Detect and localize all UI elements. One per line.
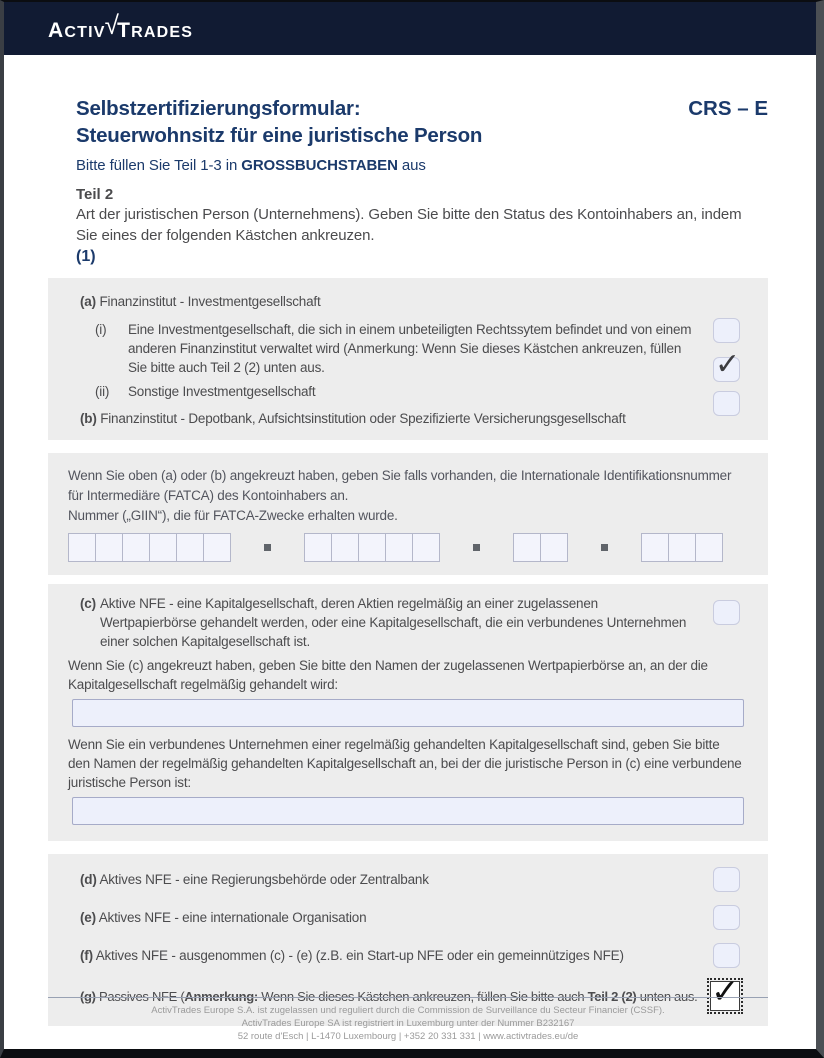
option-f-label: (f) bbox=[80, 947, 93, 963]
option-b-label: (b) bbox=[80, 411, 97, 426]
title-row bbox=[76, 95, 768, 149]
giin-cell[interactable] bbox=[304, 533, 332, 562]
option-b-row bbox=[80, 409, 692, 428]
footer-line-2: ActivTrades Europe SA ist registriert in Luxemburg unter der Nummer B232167 bbox=[241, 1018, 575, 1029]
option-g-row: (g) Passives NFE (Anmerkung: Wenn Sie dieses Kästchen ankreuzen, füllen Sie bitte auch Teil 2 (2) unten aus. ✓ bbox=[80, 973, 740, 1011]
option-a-i-label: (i) bbox=[95, 322, 107, 337]
part-heading: Teil 2 bbox=[76, 186, 114, 203]
form-content bbox=[4, 95, 816, 1026]
option-e-text: Aktives NFE - eine internationale Organisation bbox=[98, 909, 367, 925]
option-a-ii-text: Sonstige Investmentgesellschaft bbox=[128, 384, 316, 399]
option-e-label: (e) bbox=[80, 909, 96, 925]
giin-cell[interactable] bbox=[122, 533, 150, 562]
giin-group bbox=[304, 533, 440, 562]
giin-separator-dot bbox=[601, 544, 608, 551]
option-c-label: (c) bbox=[80, 596, 96, 611]
checkbox-c[interactable] bbox=[713, 600, 740, 625]
option-c-row bbox=[80, 594, 744, 651]
giin-cell[interactable] bbox=[695, 533, 723, 562]
option-a-i-row bbox=[95, 320, 692, 377]
checkbox-a-ii[interactable] bbox=[713, 348, 740, 382]
option-b-text: Finanzinstitut - Depotbank, Aufsichtsinstitution oder Spezifizierte Versicherungsgesellschaft bbox=[100, 411, 626, 426]
option-e-row bbox=[80, 898, 740, 936]
option-a-ii-label: (ii) bbox=[95, 384, 110, 399]
giin-cell[interactable] bbox=[641, 533, 669, 562]
form-code: CRS – E bbox=[688, 97, 768, 120]
part-description: Art der juristischen Person (Unternehmens). Geben Sie bitte den Status des Kontoinhabers an, indem Sie eines der folgenden Kästchen ankreuzen. bbox=[76, 206, 742, 244]
checkmark-icon: ✓ bbox=[715, 348, 740, 381]
giin-input-row bbox=[68, 533, 744, 562]
giin-cell[interactable] bbox=[668, 533, 696, 562]
option-a-text: Finanzinstitut - Investmentgesellschaft bbox=[99, 294, 321, 309]
checkbox-b[interactable] bbox=[713, 391, 740, 416]
footer-divider bbox=[48, 997, 768, 998]
checkbox-d[interactable] bbox=[713, 867, 740, 892]
checkmark-icon: ✓ bbox=[711, 973, 740, 1011]
section-giin bbox=[48, 453, 768, 575]
option-a-i-text: Eine Investmentgesellschaft, die sich in einem unbeteiligten Rechtssytem befindet und von einem anderen Finanzinstitut verwaltet wird (Anmerkung: Wenn Sie dieses Kästchen ankreuzen, füllen Sie bitte auch Teil 2 (2) unten aus. bbox=[128, 322, 692, 375]
giin-cell[interactable] bbox=[68, 533, 96, 562]
giin-group bbox=[513, 533, 568, 562]
giin-cell[interactable] bbox=[412, 533, 440, 562]
related-entity-prompt: Wenn Sie ein verbundenes Unternehmen einer regelmäßig gehandelten Kapitalgesellschaft sind, geben Sie bitte den Namen der regelmäßig gehandelten Kapitalgesellschaft an, bei der die juristische Person in (c) eine verbundene juristische Person ist: bbox=[68, 737, 742, 790]
option-c-text: Aktive NFE - eine Kapitalgesellschaft, deren Aktien regelmäßig an einer zugelassenen Wertpapierbörse gehandelt werden, oder eine Kapitalgesellschaft, die ein verbundenes Unternehmen einer solchen Kapitalgesellschaft ist. bbox=[100, 596, 687, 649]
section-financial-institution bbox=[48, 278, 768, 440]
part-number: (1) bbox=[76, 248, 96, 265]
giin-separator-dot bbox=[264, 544, 271, 551]
footer-line-3: 52 route d'Esch | L-1470 Luxembourg | +352 20 331 331 | www.activtrades.eu/de bbox=[237, 1031, 579, 1042]
header-bar bbox=[4, 2, 816, 55]
option-d-text: Aktives NFE - eine Regierungsbehörde oder Zentralbank bbox=[99, 871, 429, 887]
giin-cell[interactable] bbox=[513, 533, 541, 562]
giin-cell[interactable] bbox=[385, 533, 413, 562]
exchange-name-prompt: Wenn Sie (c) angekreuzt haben, geben Sie bitte den Namen der zugelassenen Wertpapierbörse an, an der die Kapitalgesellschaft regelmäßig gehandelt wird: bbox=[68, 658, 708, 692]
page-footer bbox=[48, 997, 768, 1043]
giin-cell[interactable] bbox=[176, 533, 204, 562]
checkbox-e[interactable] bbox=[713, 905, 740, 930]
fill-instruction: Bitte füllen Sie Teil 1-3 in GROSSBUCHSTABEN aus bbox=[76, 157, 426, 174]
section-active-nfe-corporation bbox=[48, 584, 768, 841]
checkbox-a-i[interactable] bbox=[713, 318, 740, 343]
giin-cell[interactable] bbox=[203, 533, 231, 562]
form-page bbox=[4, 2, 816, 1049]
giin-cell[interactable] bbox=[95, 533, 123, 562]
logo-text: A bbox=[48, 19, 65, 42]
related-entity-input[interactable] bbox=[72, 797, 744, 825]
option-g-label: (g) bbox=[80, 988, 96, 1004]
page-title: Selbstzertifizierungsformular: Steuerwohnsitz für eine juristische Person bbox=[76, 97, 483, 147]
giin-cell[interactable] bbox=[331, 533, 359, 562]
option-f-row bbox=[80, 936, 740, 974]
giin-paragraph-2: Nummer („GIIN“), die für FATCA-Zwecke erhalten wurde. bbox=[68, 508, 398, 523]
option-d-row bbox=[80, 860, 740, 898]
giin-cell[interactable] bbox=[149, 533, 177, 562]
giin-cell[interactable] bbox=[358, 533, 386, 562]
giin-group bbox=[641, 533, 723, 562]
option-f-text: Aktives NFE - ausgenommen (c) - (e) (z.B. ein Start-up NFE oder ein gemeinnütziges NFE) bbox=[95, 947, 624, 963]
giin-group bbox=[68, 533, 231, 562]
option-a-row bbox=[80, 292, 692, 311]
giin-paragraph-1: Wenn Sie oben (a) oder (b) angekreuzt haben, geben Sie falls vorhanden, die Internationale Identifikationsnummer für Intermediäre (FATCA) des Kontoinhabers an. bbox=[68, 468, 732, 503]
option-a-label: (a) bbox=[80, 294, 96, 309]
checkbox-f[interactable] bbox=[713, 943, 740, 968]
exchange-name-input[interactable] bbox=[72, 699, 744, 727]
option-a-ii-row bbox=[95, 382, 692, 401]
activtrades-logo: ACTIV√TRADES bbox=[48, 10, 194, 42]
option-d-label: (d) bbox=[80, 871, 97, 887]
logo-check-icon: √ bbox=[104, 10, 121, 40]
giin-separator-dot bbox=[473, 544, 480, 551]
giin-cell[interactable] bbox=[540, 533, 568, 562]
footer-line-1: ActivTrades Europe S.A. ist zugelassen und reguliert durch die Commission de Surveillance du Secteur Financier (CSSF). bbox=[151, 1005, 665, 1016]
